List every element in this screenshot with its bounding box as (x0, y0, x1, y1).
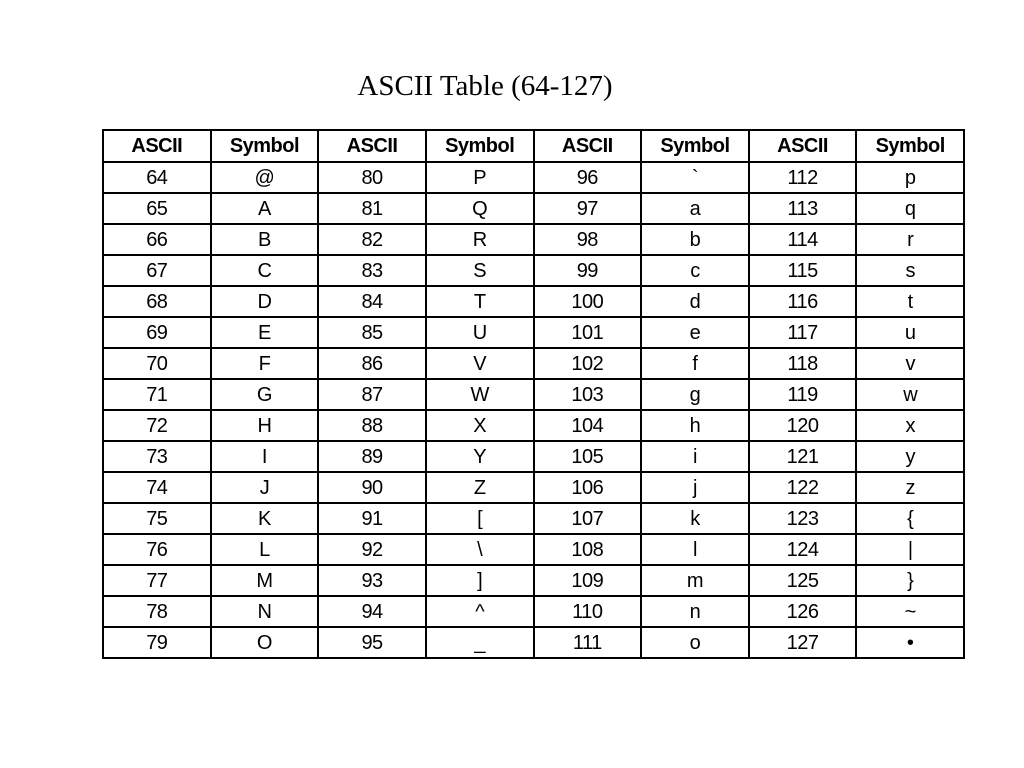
symbol-cell: c (641, 255, 749, 286)
symbol-cell: r (856, 224, 964, 255)
ascii-code-cell: 74 (103, 472, 211, 503)
ascii-code-cell: 81 (318, 193, 426, 224)
ascii-code-cell: 76 (103, 534, 211, 565)
symbol-cell: D (211, 286, 319, 317)
symbol-cell: ` (641, 162, 749, 193)
ascii-code-cell: 111 (534, 627, 642, 658)
symbol-cell: B (211, 224, 319, 255)
column-header-symbol: Symbol (211, 130, 319, 162)
table-row (103, 627, 964, 658)
table-row (103, 286, 964, 317)
symbol-cell: Z (426, 472, 534, 503)
ascii-code-cell: 104 (534, 410, 642, 441)
symbol-cell: o (641, 627, 749, 658)
ascii-code-cell: 68 (103, 286, 211, 317)
column-header-ascii: ASCII (103, 130, 211, 162)
symbol-cell: I (211, 441, 319, 472)
symbol-cell: ~ (856, 596, 964, 627)
symbol-cell: n (641, 596, 749, 627)
table-body (103, 162, 964, 658)
ascii-code-cell: 80 (318, 162, 426, 193)
symbol-cell: s (856, 255, 964, 286)
table-row (103, 162, 964, 193)
ascii-code-cell: 64 (103, 162, 211, 193)
table-row (103, 565, 964, 596)
ascii-code-cell: 79 (103, 627, 211, 658)
ascii-code-cell: 73 (103, 441, 211, 472)
ascii-code-cell: 124 (749, 534, 857, 565)
table-header (103, 130, 964, 162)
symbol-cell: X (426, 410, 534, 441)
ascii-code-cell: 116 (749, 286, 857, 317)
symbol-cell: | (856, 534, 964, 565)
symbol-cell: z (856, 472, 964, 503)
ascii-code-cell: 78 (103, 596, 211, 627)
symbol-cell: U (426, 317, 534, 348)
ascii-code-cell: 115 (749, 255, 857, 286)
table-row (103, 193, 964, 224)
ascii-code-cell: 126 (749, 596, 857, 627)
ascii-code-cell: 66 (103, 224, 211, 255)
ascii-code-cell: 96 (534, 162, 642, 193)
symbol-cell: ^ (426, 596, 534, 627)
ascii-code-cell: 125 (749, 565, 857, 596)
ascii-code-cell: 107 (534, 503, 642, 534)
ascii-code-cell: 127 (749, 627, 857, 658)
symbol-cell: h (641, 410, 749, 441)
column-header-symbol: Symbol (641, 130, 749, 162)
symbol-cell: m (641, 565, 749, 596)
ascii-code-cell: 71 (103, 379, 211, 410)
symbol-cell: p (856, 162, 964, 193)
symbol-cell: Y (426, 441, 534, 472)
symbol-cell: R (426, 224, 534, 255)
page-title: ASCII Table (64-127) (357, 70, 613, 102)
ascii-code-cell: 95 (318, 627, 426, 658)
symbol-cell: Q (426, 193, 534, 224)
ascii-code-cell: 101 (534, 317, 642, 348)
symbol-cell: i (641, 441, 749, 472)
ascii-code-cell: 122 (749, 472, 857, 503)
ascii-code-cell: 83 (318, 255, 426, 286)
column-header-symbol: Symbol (426, 130, 534, 162)
ascii-code-cell: 65 (103, 193, 211, 224)
symbol-cell: d (641, 286, 749, 317)
ascii-code-cell: 108 (534, 534, 642, 565)
ascii-code-cell: 67 (103, 255, 211, 286)
ascii-code-cell: 86 (318, 348, 426, 379)
symbol-cell: @ (211, 162, 319, 193)
column-header-symbol: Symbol (856, 130, 964, 162)
ascii-code-cell: 121 (749, 441, 857, 472)
ascii-code-cell: 112 (749, 162, 857, 193)
ascii-code-cell: 88 (318, 410, 426, 441)
ascii-table (102, 129, 965, 659)
symbol-cell: v (856, 348, 964, 379)
symbol-cell: L (211, 534, 319, 565)
ascii-code-cell: 91 (318, 503, 426, 534)
symbol-cell: H (211, 410, 319, 441)
ascii-code-cell: 102 (534, 348, 642, 379)
ascii-code-cell: 103 (534, 379, 642, 410)
symbol-cell: _ (426, 627, 534, 658)
ascii-code-cell: 85 (318, 317, 426, 348)
table-row (103, 317, 964, 348)
ascii-code-cell: 72 (103, 410, 211, 441)
table-row (103, 596, 964, 627)
symbol-cell: b (641, 224, 749, 255)
symbol-cell: } (856, 565, 964, 596)
ascii-code-cell: 110 (534, 596, 642, 627)
symbol-cell: O (211, 627, 319, 658)
table-row (103, 441, 964, 472)
ascii-code-cell: 93 (318, 565, 426, 596)
table-row (103, 348, 964, 379)
table-row (103, 472, 964, 503)
ascii-code-cell: 123 (749, 503, 857, 534)
table-row (103, 224, 964, 255)
ascii-code-cell: 99 (534, 255, 642, 286)
symbol-cell: u (856, 317, 964, 348)
symbol-cell: g (641, 379, 749, 410)
symbol-cell: w (856, 379, 964, 410)
ascii-code-cell: 120 (749, 410, 857, 441)
symbol-cell: [ (426, 503, 534, 534)
symbol-cell: C (211, 255, 319, 286)
ascii-code-cell: 100 (534, 286, 642, 317)
ascii-code-cell: 82 (318, 224, 426, 255)
column-header-ascii: ASCII (318, 130, 426, 162)
header-row (103, 130, 964, 162)
table-row (103, 379, 964, 410)
table-row (103, 255, 964, 286)
symbol-cell: F (211, 348, 319, 379)
ascii-code-cell: 92 (318, 534, 426, 565)
symbol-cell: k (641, 503, 749, 534)
symbol-cell: N (211, 596, 319, 627)
symbol-cell: S (426, 255, 534, 286)
symbol-cell: j (641, 472, 749, 503)
symbol-cell: • (856, 627, 964, 658)
symbol-cell: l (641, 534, 749, 565)
ascii-code-cell: 114 (749, 224, 857, 255)
column-header-ascii: ASCII (749, 130, 857, 162)
symbol-cell: t (856, 286, 964, 317)
symbol-cell: J (211, 472, 319, 503)
symbol-cell: K (211, 503, 319, 534)
symbol-cell: e (641, 317, 749, 348)
ascii-code-cell: 89 (318, 441, 426, 472)
symbol-cell: { (856, 503, 964, 534)
ascii-code-cell: 105 (534, 441, 642, 472)
symbol-cell: E (211, 317, 319, 348)
symbol-cell: ] (426, 565, 534, 596)
ascii-code-cell: 119 (749, 379, 857, 410)
column-header-ascii: ASCII (534, 130, 642, 162)
symbol-cell: G (211, 379, 319, 410)
ascii-code-cell: 118 (749, 348, 857, 379)
symbol-cell: M (211, 565, 319, 596)
symbol-cell: \ (426, 534, 534, 565)
symbol-cell: y (856, 441, 964, 472)
table-row (103, 503, 964, 534)
ascii-code-cell: 75 (103, 503, 211, 534)
ascii-code-cell: 84 (318, 286, 426, 317)
ascii-code-cell: 69 (103, 317, 211, 348)
symbol-cell: W (426, 379, 534, 410)
symbol-cell: x (856, 410, 964, 441)
symbol-cell: q (856, 193, 964, 224)
ascii-code-cell: 113 (749, 193, 857, 224)
symbol-cell: a (641, 193, 749, 224)
ascii-code-cell: 106 (534, 472, 642, 503)
symbol-cell: T (426, 286, 534, 317)
ascii-code-cell: 90 (318, 472, 426, 503)
ascii-code-cell: 87 (318, 379, 426, 410)
symbol-cell: A (211, 193, 319, 224)
ascii-code-cell: 77 (103, 565, 211, 596)
ascii-code-cell: 70 (103, 348, 211, 379)
table-row (103, 534, 964, 565)
symbol-cell: P (426, 162, 534, 193)
symbol-cell: f (641, 348, 749, 379)
symbol-cell: V (426, 348, 534, 379)
table-row (103, 410, 964, 441)
ascii-code-cell: 109 (534, 565, 642, 596)
ascii-code-cell: 94 (318, 596, 426, 627)
ascii-code-cell: 117 (749, 317, 857, 348)
ascii-code-cell: 97 (534, 193, 642, 224)
ascii-code-cell: 98 (534, 224, 642, 255)
